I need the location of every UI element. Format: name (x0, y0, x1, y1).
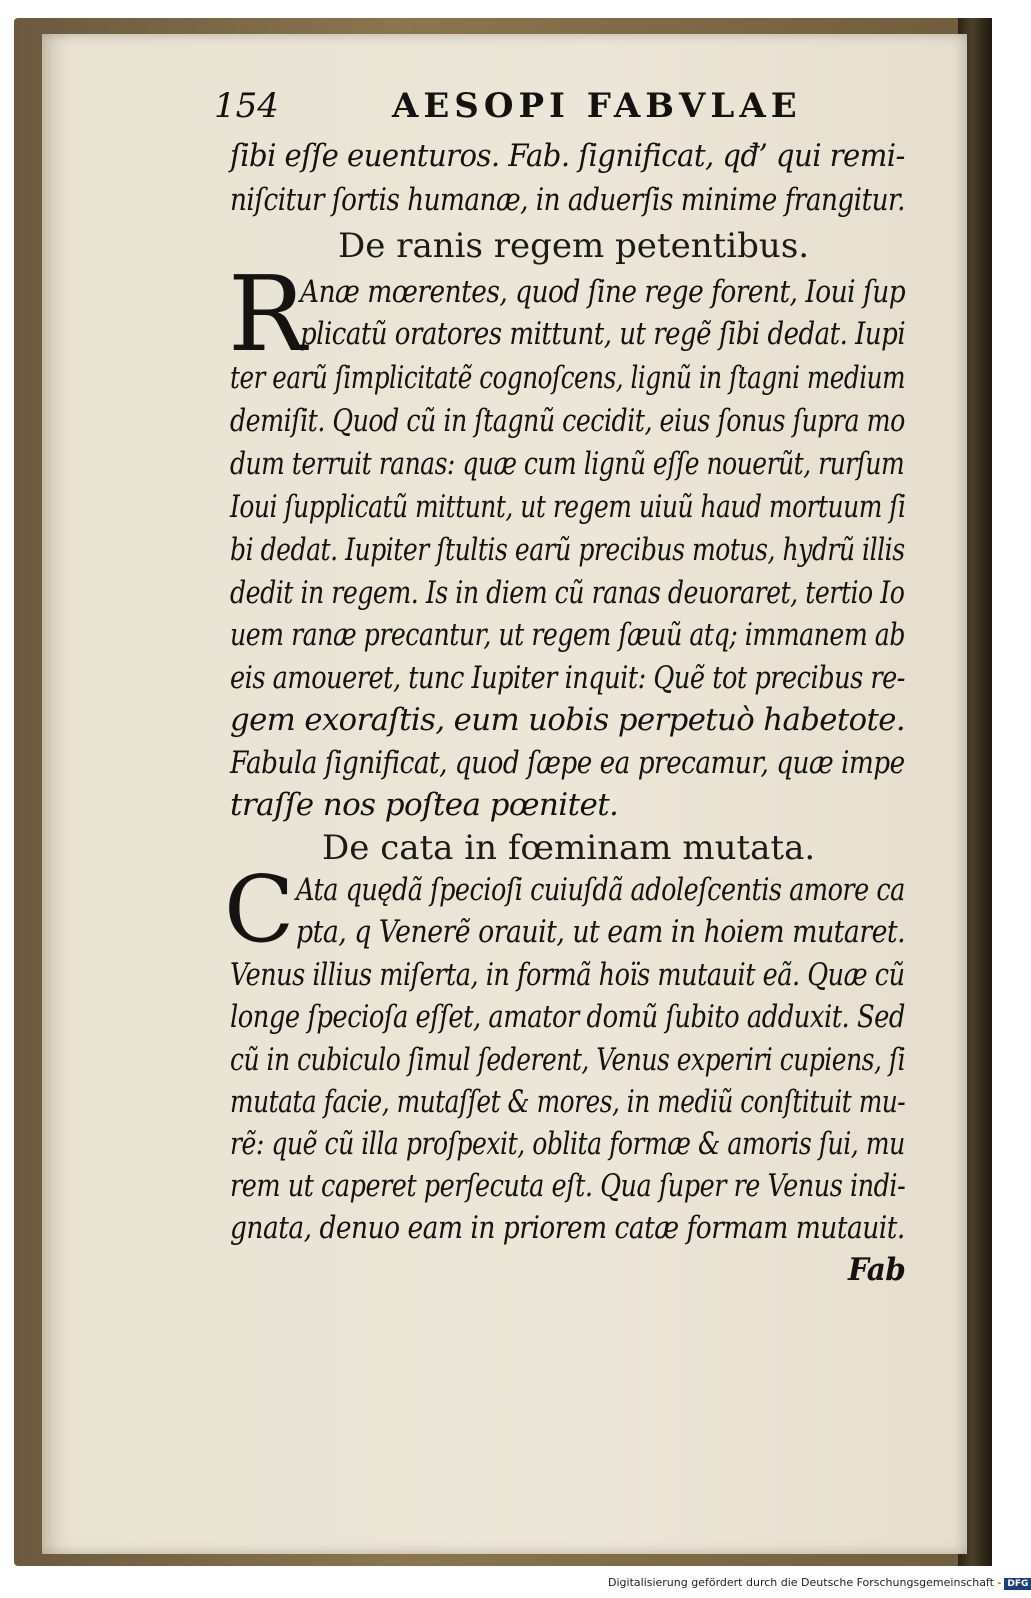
text-line: gnata, denuo eam in priorem catæ formam mutauit. (230, 1210, 905, 1246)
footer-text: Digitalisierung gefördert durch die Deutsche Forschungsgemeinschaft - (608, 1576, 1002, 1589)
drop-cap: R (228, 253, 307, 375)
text-line: mutata facie, mutaſſet & mores, in mediũ conſtituit mu- (230, 1084, 906, 1120)
text-line: rem ut caperet perſecuta eſt. Qua ſuper re Venus indi- (230, 1168, 906, 1204)
text-line: gem exoraſtis, eum uobis perpetuò habetote. (230, 702, 906, 738)
running-title: AESOPI FABVLAE (392, 86, 802, 126)
text-line: Anæ mœrentes, quod ſine rege forent, Ioui ſup (300, 274, 906, 310)
fable-heading: De ranis regem petentibus. (338, 226, 810, 266)
text-line: plicatũ oratores mittunt, ut regẽ ſibi dedat. Iupi (300, 316, 906, 352)
text-line: niſcitur ſortis humanæ, in aduerſis minime frangitur. (230, 182, 906, 218)
text-line: ter earũ ſimplicitatẽ cognoſcens, lignũ in ſtagni medium (230, 360, 905, 396)
moral-line: traſſe nos poſtea pœnitet. (230, 787, 619, 823)
text-line: uem ranæ precantur, ut regem ſæuũ atq; immanem ab (230, 617, 905, 653)
text-line: eis amoueret, tunc Iupiter inquit: Quẽ tot precibus re- (230, 660, 905, 696)
fable-heading: De cata in fœminam mutata. (322, 828, 816, 868)
text-line: cũ in cubiculo ſimul ſederent, Venus experiri cupiens, ſi (230, 1042, 906, 1078)
text-line: pta, q Venerẽ orauit, ut eam in hoiem mutaret. (296, 914, 906, 950)
text-line: ſibi eſſe euenturos. Fab. ſignificat, qđ’ qui remi- (230, 138, 905, 174)
text-line: bi dedat. Iupiter ſtultis earũ precibus motus, hydrũ illis (230, 532, 905, 568)
text-line: Ioui ſupplicatũ mittunt, ut regem uiuũ haud mortuum ſi (230, 489, 906, 525)
catchword: Fab (848, 1252, 906, 1288)
text-line: dum terruit ranas: quæ cum lignũ eſſe nouerũt, rurſum (230, 446, 905, 482)
text-line: dedit in regem. Is in diem cũ ranas deuoraret, tertio Io (230, 575, 905, 611)
dfg-logo: DFG (1004, 1578, 1031, 1590)
page-number: 154 (214, 86, 279, 126)
digitization-footer (608, 1576, 1031, 1590)
text-line: rẽ: quẽ cũ illa proſpexit, oblita formæ & amoris ſui, mu (230, 1126, 905, 1162)
drop-cap: C (224, 856, 295, 963)
moral-line: Fabula ſignificat, quod ſæpe ea precamur, quæ impe (230, 745, 905, 781)
text-line: Venus illius miſerta, in formã hoïs mutauit eã. Quæ cũ (230, 957, 905, 993)
text-line: Ata quędã ſpecioſi cuiuſdã adoleſcentis amore ca (296, 872, 905, 908)
text-line: longe ſpecioſa eſſet, amator domũ ſubito adduxit. Sed (230, 999, 905, 1035)
text-line: demiſit. Quod cũ in ſtagnũ cecidit, eius ſonus ſupra mo (230, 403, 905, 439)
